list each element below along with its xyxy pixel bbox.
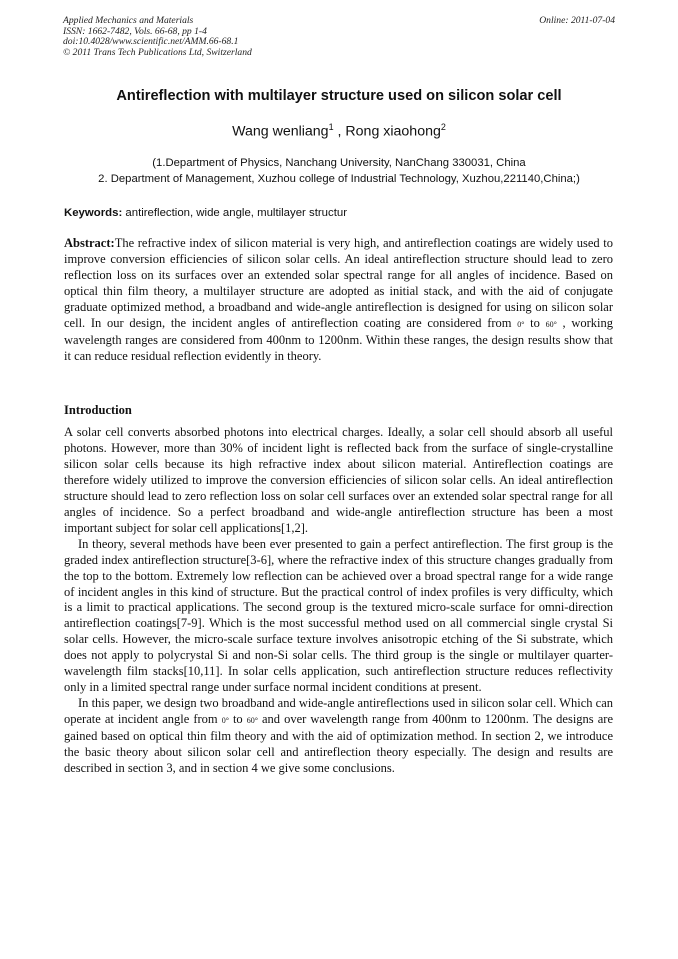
journal-header — [63, 16, 615, 58]
online-date: Online: 2011-07-04 — [539, 15, 615, 26]
intro-to: to — [228, 712, 247, 727]
intro-angle-end: 60° — [246, 716, 258, 726]
abstract-label: Abstract: — [64, 236, 115, 250]
abstract-text-a: The refractive index of silicon material is very high, and antireflection coatings are widely used to improve conversion efficiencies of silicon solar cells. An ideal antireflection structure should lead to zero reflection loss on its surfaces over an extended solar spectral range for all angles of incidence. Based on optical thin film theory, a multilayer structure are adopted as initial stack, and with the aid of conjugate graduate optimized method, a broadband and wide-angle antireflection is designed for using on silicon solar cell. In our design, the incident angles of antireflection coating are considered from — [64, 236, 613, 330]
doi-line: doi:10.4028/www.scientific.net/AMM.66-68.1 — [63, 36, 239, 47]
abstract-angle-start: 0° — [517, 319, 525, 329]
introduction-body — [64, 425, 613, 777]
affiliation-2: 2. Department of Management, Xuzhou college of Industrial Technology, Xuzhou,221140,China;) — [98, 173, 580, 185]
keywords-line — [64, 207, 616, 219]
intro-paragraph-1: A solar cell converts absorbed photons into electrical charges. Ideally, a solar cell should absorb all useful photons. However, more than 30% of incident light is reflected back from the surface of single-crystalline silicon solar cells because its high refractive index about silicon material. Antireflection coatings are therefore widely utilized to improve the conversion efficiencies of silicon solar cells. An ideal antireflection structure should lead to zero reflection loss on solar cell surfaces over an extended solar spectral range for all angles of incidence. So a perfect broadband and wide-angle antireflection structure has been a most important subject for solar cell applications[1,2]. — [64, 425, 613, 535]
author-separator: , — [333, 123, 346, 140]
affiliation-1: (1.Department of Physics, Nanchang University, NanChang 330031, China — [152, 157, 526, 169]
abstract-to: to — [524, 315, 546, 330]
intro-p3-text-b: and over wavelength range from 400nm to 1200nm. The designs are gained based on optical thin film theory and with the aid of optimization method. In section 2, we introduce the basic theory about silicon solar cell and antireflection theory especially. The design and results are described in section 3, and in section 4 we give some conclusions. — [64, 712, 613, 776]
intro-paragraph-2: In theory, several methods have been ever presented to gain a perfect antireflection. The first group is the graded index antireflection structure[3-6], where the refractive index of this structure changes gradually from the top to the bottom. Extremely low reflection can be achieved over a broad spectral range for a wide range of incident angles in this kind of structure. But the practical control of index profiles is very difficulty, which is a limit to practical applications. The second group is the textured micro-scale surface for omni-direction antireflection coatings[7-9]. Which is the most successful method used on all commercial single crystal Si solar cells. However, the micro-scale surface texture involves anisotropic etching of the Si substrate, which does not apply to polycrystal Si and non-Si solar cells. The third group is the single or multilayer quarter-wavelength film stacks[10,11]. In solar cells application, such antireflection structure reduces reflectivity only in a limited spectral range under surface normal incident conditions at present. — [64, 536, 613, 695]
intro-angle-start: 0° — [221, 716, 229, 726]
author-line — [0, 122, 678, 140]
keywords-label: Keywords: — [64, 207, 123, 219]
intro-p3-text-a: In this paper, we design two broadband and wide-angle antireflections used in silicon solar cell. Which can operate at incident angle from — [64, 696, 613, 727]
keywords-text: antireflection, wide angle, multilayer structur — [122, 207, 347, 219]
paper-title: Antireflection with multilayer structure used on silicon solar cell — [116, 88, 562, 104]
intro-paragraph-3 — [64, 696, 613, 777]
abstract — [64, 236, 613, 365]
introduction-heading: Introduction — [64, 403, 132, 417]
author-2-affiliation-mark: 2 — [440, 122, 446, 132]
author-1-affiliation-mark: 1 — [328, 122, 334, 132]
abstract-text-b: , working wavelength ranges are considered from 400nm to 1200nm. Within these ranges, the design results show that it can reduce residual reflection evidently in theory. — [64, 315, 613, 363]
author-1: Wang wenliang — [232, 123, 329, 140]
journal-name: Applied Mechanics and Materials — [63, 15, 194, 26]
issn-line: ISSN: 1662-7482, Vols. 66-68, pp 1-4 — [63, 25, 207, 37]
abstract-angle-end: 60° — [545, 319, 557, 329]
author-2: Rong xiaohong — [345, 123, 441, 140]
copyright-line: © 2011 Trans Tech Publications Ltd, Switzerland — [63, 46, 252, 58]
